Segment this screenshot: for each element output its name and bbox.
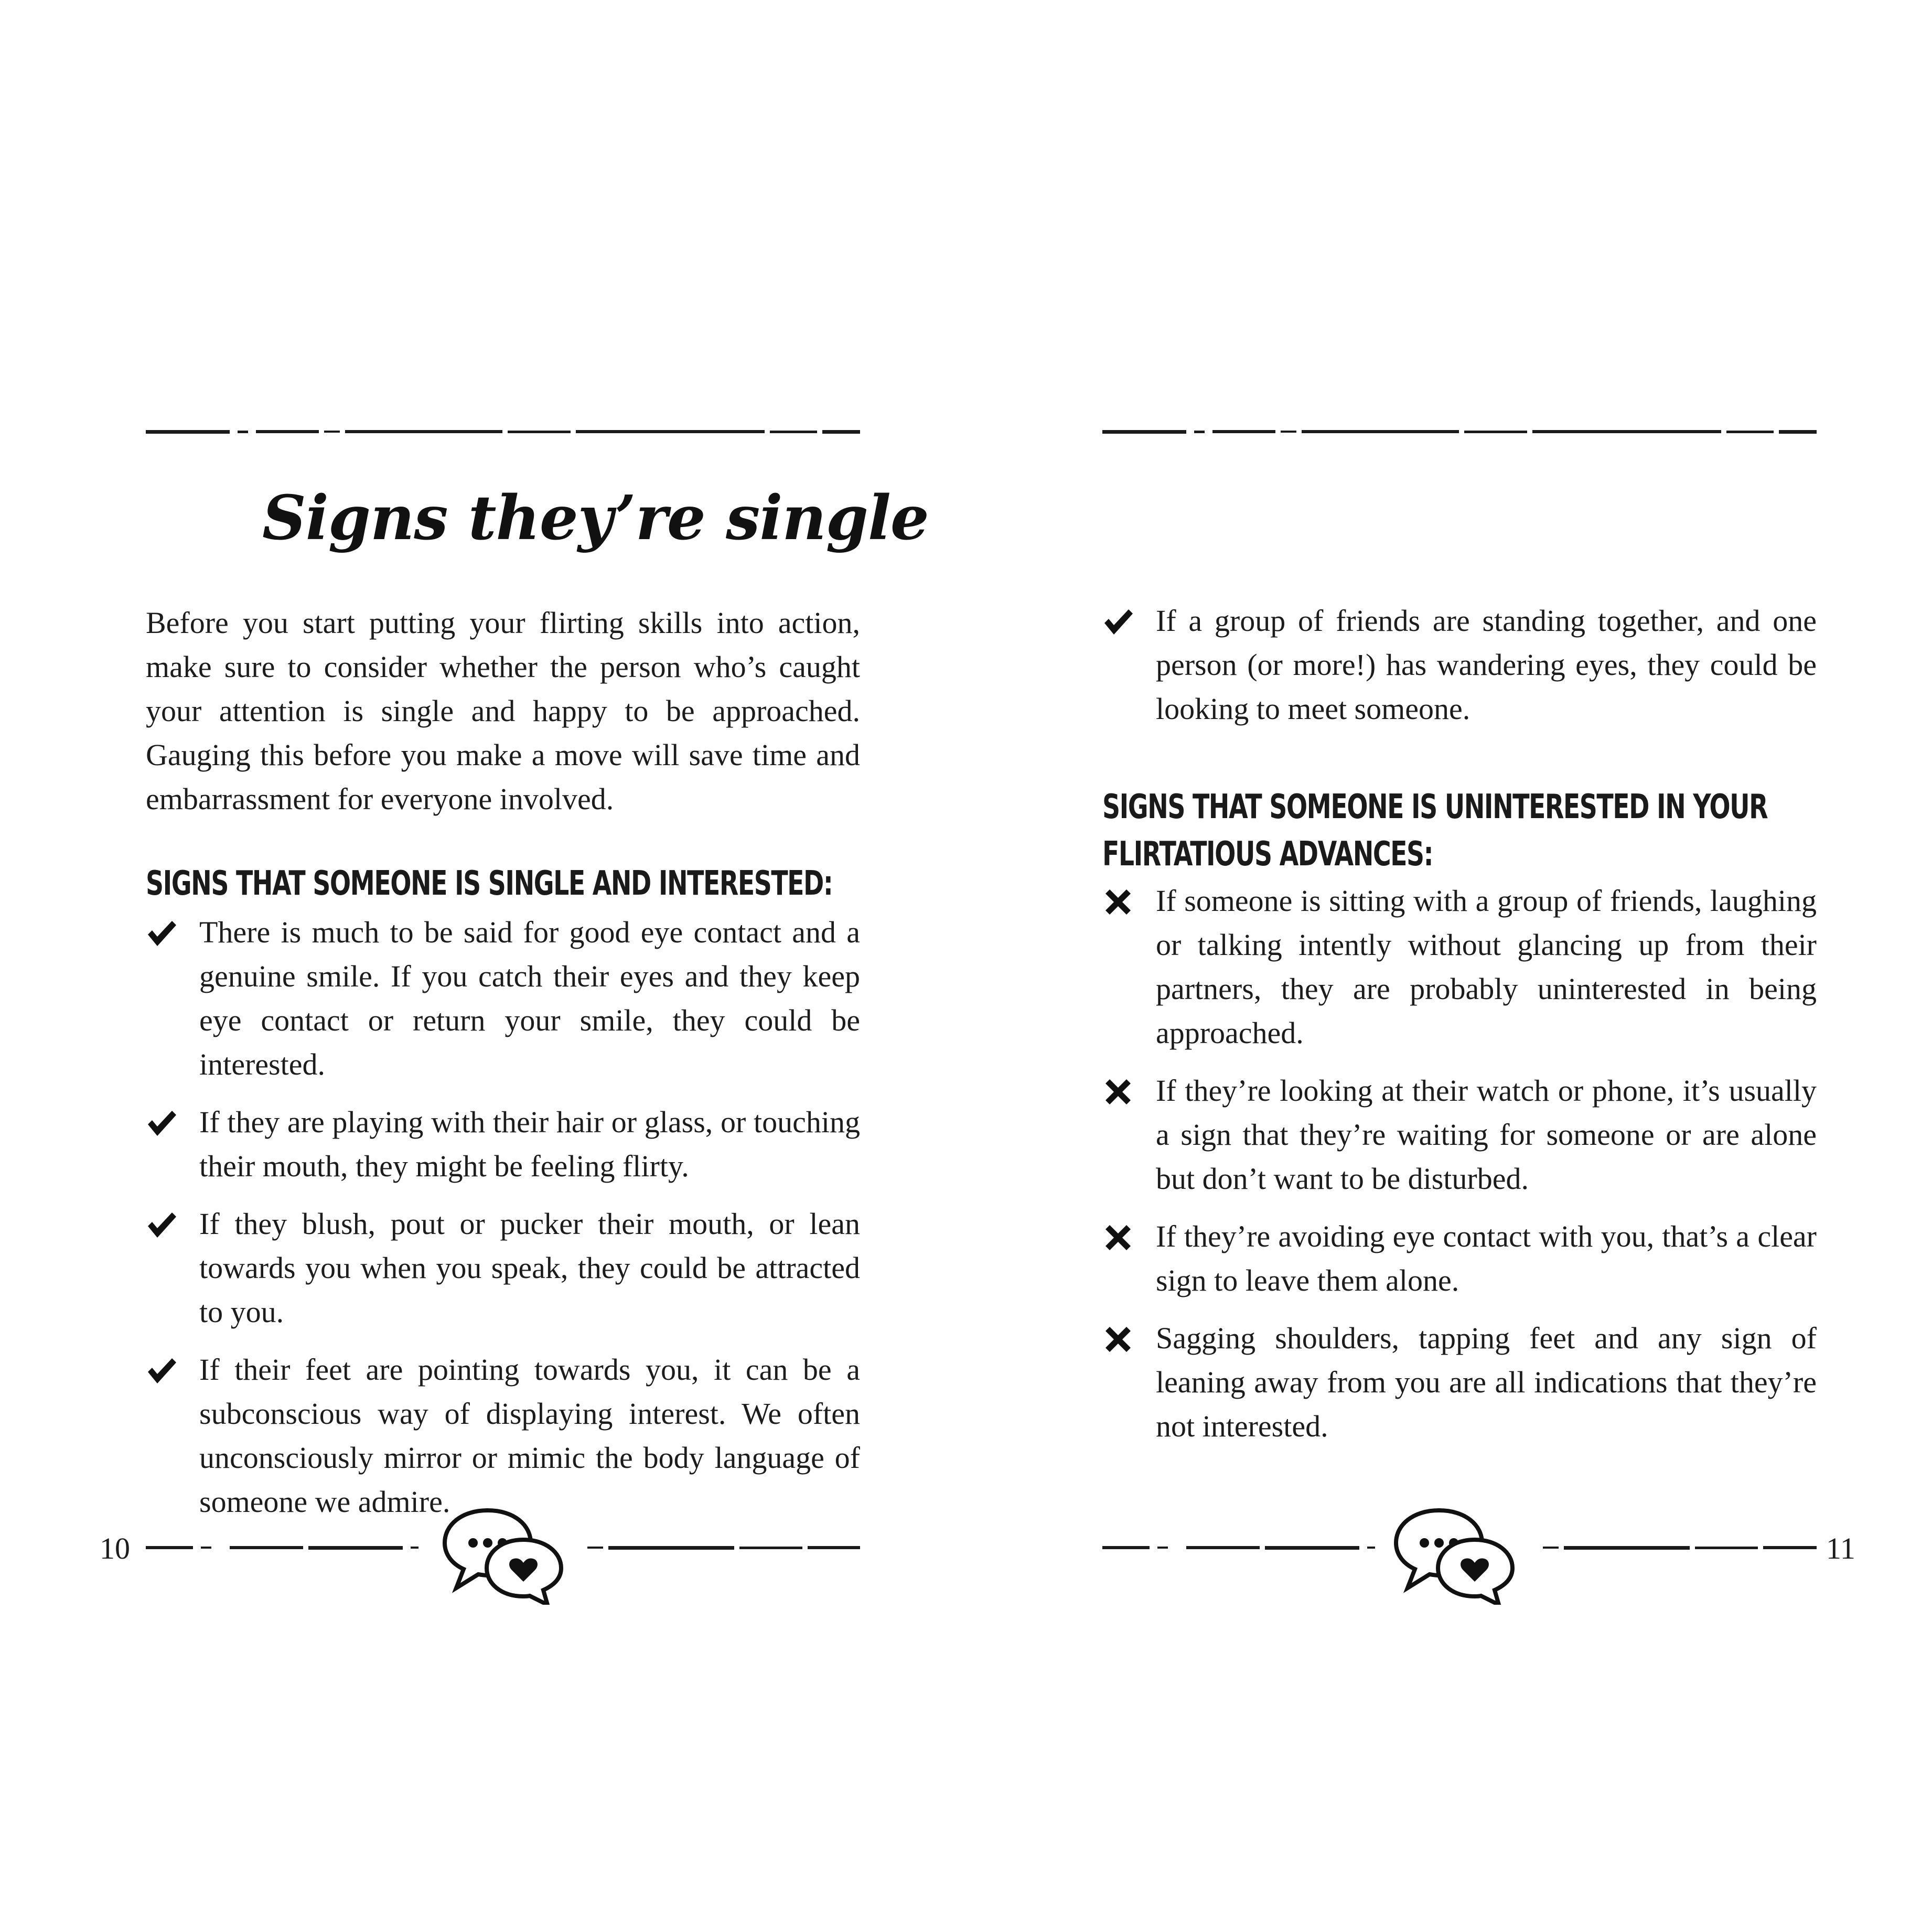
list-item-text: If a group of friends are standing together, and one person (or more!) has wandering eyes, they could be looking to meet someone.	[1156, 604, 1817, 726]
cross-icon	[1102, 1076, 1134, 1108]
check-icon	[146, 1355, 177, 1387]
uninterested-signs-list	[1102, 879, 1817, 1448]
list-item-text: Sagging shoulders, tapping feet and any sign of leaning away from you are all indications that they’re not interested.	[1156, 1321, 1817, 1443]
top-rule	[146, 428, 860, 435]
list-item-text: If they’re looking at their watch or phone, it’s usually a sign that they’re waiting for someone or are alone but don’t want to be disturbed.	[1156, 1074, 1817, 1196]
list-item	[1102, 879, 1817, 1055]
list-item	[1102, 1069, 1817, 1201]
footer-rule-right	[1543, 1544, 1817, 1551]
list-item	[1102, 599, 1817, 731]
list-item	[146, 910, 860, 1087]
page-number: 11	[1826, 1531, 1855, 1565]
interested-signs-list	[146, 910, 860, 1524]
cross-icon	[1102, 1222, 1134, 1253]
top-rule	[1102, 428, 1817, 435]
list-item	[1102, 1215, 1817, 1303]
list-item	[146, 1100, 860, 1188]
list-item-text: If they’re avoiding eye contact with you, that’s a clear sign to leave them alone.	[1156, 1219, 1817, 1297]
list-item-text: If they blush, pout or pucker their mouth, or lean towards you when you speak, they could be attracted to you.	[199, 1207, 860, 1329]
page-number: 10	[100, 1531, 130, 1565]
check-icon	[146, 1108, 177, 1139]
page-title: Signs they’re single	[262, 482, 929, 554]
list-item-text: There is much to be said for good eye contact and a genuine smile. If you catch their eyes and they keep eye contact or return your smile, they could be interested.	[199, 915, 860, 1081]
list-item-text: If they are playing with their hair or glass, or touching their mouth, they might be feeling flirty.	[199, 1105, 860, 1183]
section-heading-interested: SIGNS THAT SOMEONE IS SINGLE AND INTERESTED:	[146, 864, 833, 903]
list-item-text: If their feet are pointing towards you, it can be a subconscious way of displaying interest. We often unconsciously mirror or mimic the body language of someone we admire.	[199, 1353, 860, 1519]
footer-rule-left	[146, 1544, 418, 1551]
list-item-text: If someone is sitting with a group of friends, laughing or talking intently without glancing up from their partners, they are probably uninterested in being approached.	[1156, 884, 1817, 1050]
continued-signs-list	[1102, 599, 1817, 731]
cross-icon	[1102, 1324, 1134, 1355]
list-item	[1102, 1316, 1817, 1448]
speech-bubbles-heart-icon	[441, 1505, 566, 1605]
footer-rule-left	[1102, 1544, 1375, 1551]
check-icon	[1102, 606, 1134, 638]
intro-paragraph: Before you start putting your flirting skills into action, make sure to consider whether the person who’s caught your attention is single and happy to be approached. Gauging this before you make a move will save time and embarrassment for everyone involved.	[146, 606, 860, 816]
check-icon	[146, 1209, 177, 1241]
list-item	[146, 1202, 860, 1334]
footer-rule-right	[587, 1544, 860, 1551]
check-icon	[146, 918, 177, 949]
heading-line-2: FLIRTATIOUS ADVANCES:	[1102, 835, 1433, 874]
section-heading-uninterested	[1102, 783, 1767, 878]
right-page	[966, 0, 1932, 1932]
speech-bubbles-heart-icon	[1392, 1505, 1518, 1605]
cross-icon	[1102, 886, 1134, 918]
list-item	[146, 1348, 860, 1524]
heading-line-1: SIGNS THAT SOMEONE IS UNINTERESTED IN YOUR	[1102, 788, 1768, 827]
